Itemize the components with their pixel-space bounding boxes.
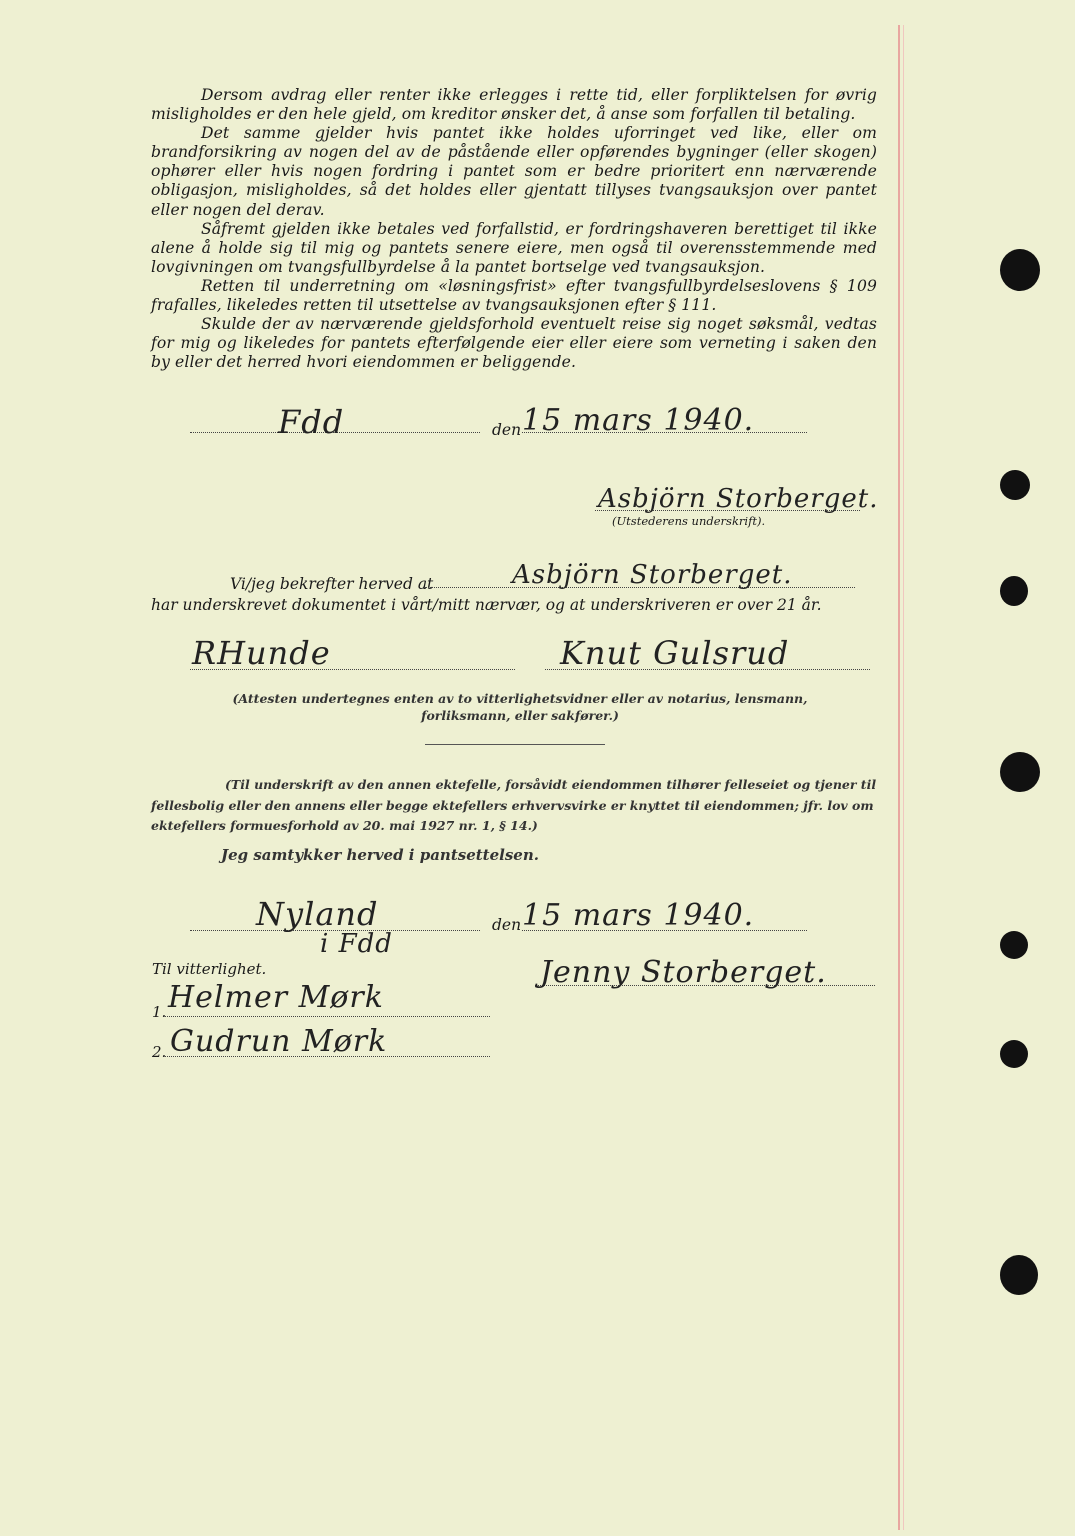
paragraph: Såfremt gjelden ikke betales ved forfallstid, er fordringshaveren berettiget til ikke alene å holde sig til mig og pantets senere eiere, men også til overensstemmende med lovgivningen om tvangsfullbyrdelse å la pantet bortselge ved tvangsauksjon.	[151, 219, 877, 276]
place-handwritten-2-line2: i Fdd	[320, 929, 393, 959]
date-handwritten-2: 15 mars 1940.	[522, 898, 755, 933]
consent-text: Jeg samtykker herved i pantsettelsen.	[221, 846, 539, 864]
witness-2-number: 2.	[152, 1043, 167, 1061]
punch-hole-icon	[1000, 1040, 1028, 1068]
den-label-2: den	[492, 916, 522, 934]
punch-hole-icon	[1000, 931, 1028, 959]
witness-signature-right: Knut Gulsrud	[560, 634, 790, 672]
paragraph: Dersom avdrag eller renter ikke erlegges i rette tid, eller forpliktelsen for øvrig misligholdes er den hele gjeld, om kreditor ønsker det, å anse som forfallen til betaling.	[151, 86, 877, 124]
til-vitterlighet-label: Til vitterlighet.	[152, 960, 267, 978]
issuer-signature-caption: (Utstederens underskrift).	[612, 514, 766, 528]
spouse-signature: Jenny Storberget.	[540, 955, 827, 990]
red-margin-line	[898, 25, 900, 1530]
witness-1-signature: Helmer Mørk	[168, 980, 384, 1015]
separator-line	[425, 744, 605, 745]
punch-hole-icon	[1000, 576, 1028, 606]
place-handwritten-2: Nyland	[256, 895, 379, 933]
witness-2-signature: Gudrun Mørk	[170, 1024, 388, 1059]
attestation-note: (Attesten undertegnes enten av to vitterlighetsvidner eller av notarius, lensmann, forliksmann, eller sakfører.)	[232, 691, 808, 723]
spouse-note: (Til underskrift av den annen ektefelle, forsåvidt eiendommen tilhører felleseiet og tjener til fellesbolig eller den annens eller begge ektefellers erhvervsvirke er knyttet til eiendommen; jfr. lov om ektefellers formuesforhold av 20. mai 1927 nr. 1, § 14.)	[151, 777, 877, 833]
den-label: den	[492, 421, 522, 439]
punch-hole-icon	[1000, 470, 1030, 500]
punch-hole-icon	[1000, 1255, 1038, 1295]
witness-1-line	[165, 1016, 490, 1017]
witness-statement: har underskrevet dokumentet i vårt/mitt nærvær, og at underskriveren er over 21 år.	[151, 596, 822, 614]
witness-prefix: Vi/jeg bekrefter herved at	[230, 575, 434, 593]
paragraph: Skulde der av nærværende gjeldsforhold eventuelt reise sig noget søksmål, vedtas for mig og likeledes for pantets efterfølgende eier eller eiere som verneting i saken den by eller det herred hvori eiendommen er beliggende.	[151, 315, 877, 372]
terms-text	[151, 86, 877, 372]
witness-1-number: 1.	[152, 1003, 167, 1021]
red-margin-line-inner	[903, 25, 904, 1530]
punch-hole-icon	[1000, 752, 1040, 792]
witness-signature-left: RHunde	[192, 634, 331, 672]
place-handwritten: Fdd	[278, 403, 345, 441]
paragraph: Retten til underretning om «løsningsfrist» efter tvangsfullbyrdelseslovens § 109 frafalles, likeledes retten til utsettelse av tvangsauksjonen efter § 111.	[151, 276, 877, 315]
punch-hole-icon	[1000, 249, 1040, 291]
date-handwritten: 15 mars 1940.	[522, 403, 755, 438]
paragraph: Det samme gjelder hvis pantet ikke holdes uforringet ved like, eller om brandforsikring av nogen del av de påstående eller opførendes bygninger (eller skogen) ophører eller hvis nogen fordring i pantet som er bedre prioritert enn nærværende obligasjon, misligholdes, så det holdes eller gjentatt tillyses tvangsauksjon over pantet eller nogen del derav.	[151, 124, 877, 219]
witness-name-handwritten: Asbjörn Storberget.	[512, 560, 793, 590]
issuer-signature: Asbjörn Storberget.	[598, 484, 879, 514]
